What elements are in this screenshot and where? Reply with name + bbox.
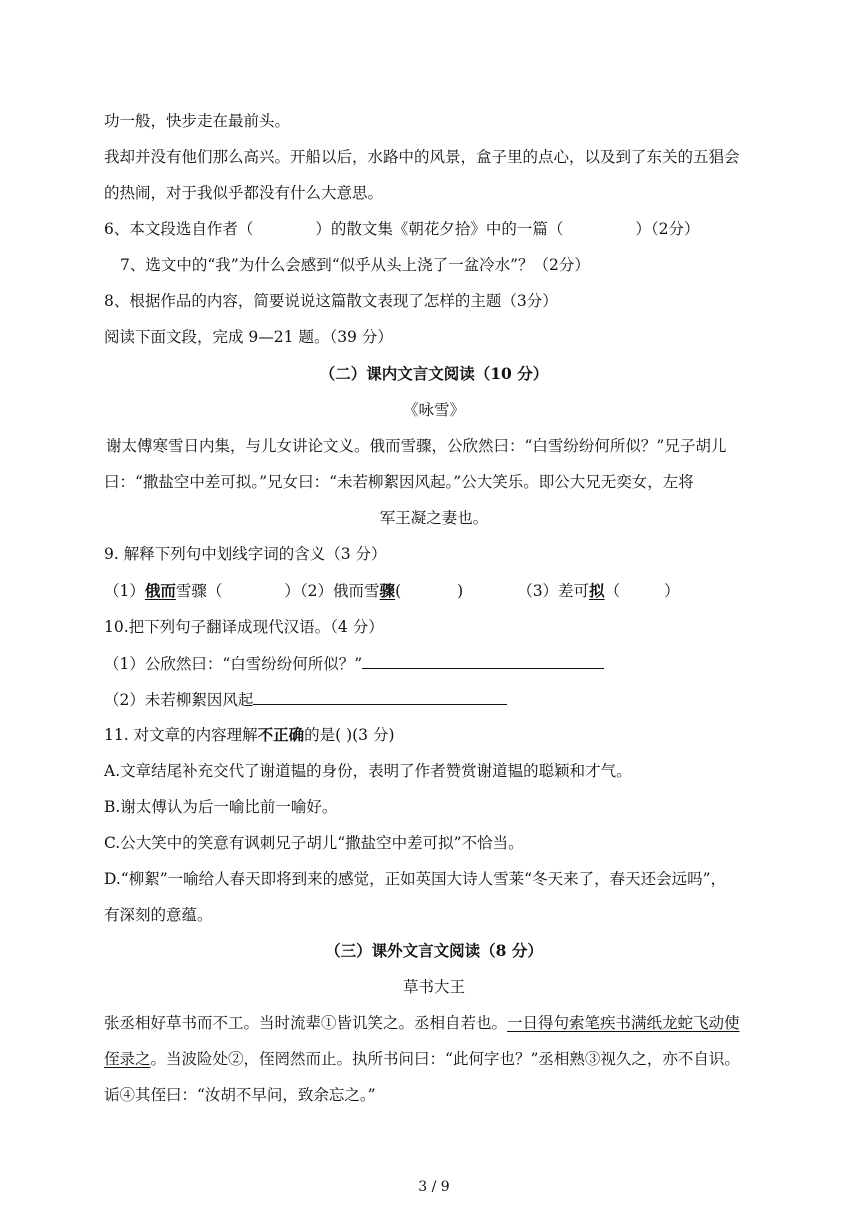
passage-line: 谢太傅寒雪日内集，与儿女讲论文义。俄而雪骤，公欣然曰：“白雪纷纷何所似？”兄子胡儿 [106, 437, 727, 455]
answer-blank[interactable] [253, 688, 507, 705]
question-9: 9. 解释下列句中划线字词的含义（3 分） [104, 545, 387, 563]
text-line: 我却并没有他们那么高兴。开船以后，水路中的风景，盒子里的点心，以及到了东关的五猖会 [104, 148, 740, 166]
page-number: 3 / 9 [418, 1179, 450, 1195]
passage-line: 诟④其侄曰：“汝胡不早问，致余忘之。” [104, 1086, 376, 1104]
question-7: 7、选文中的“我”为什么会感到“似乎从头上浇了一盆冷水”？（2分） [120, 256, 590, 274]
passage-line: 张丞相好草书而不工。当时流辈①皆讥笑之。丞相自若也。一日得句索笔疾书满纸龙蛇飞动使 [104, 1014, 740, 1032]
text-line: 功一般，快步走在最前头。 [104, 112, 291, 130]
q6-part: ）的散文集《朝花夕拾》中的一篇（ [315, 220, 564, 238]
underlined-sentence: 侄录之 [104, 1050, 151, 1068]
question-10: 10.把下列句子翻译成现代汉语。（4 分） [104, 618, 384, 636]
answer-blank[interactable] [362, 652, 604, 669]
underlined-sentence: 一日得句索笔疾书满纸龙蛇飞动使 [507, 1014, 740, 1032]
section-heading: （三）课外文言文阅读（8 分） [325, 941, 543, 960]
question-9-items [104, 580, 680, 602]
q9-item-2: （2）俄而雪骤( ) [299, 581, 464, 600]
underlined-word: 俄而 [144, 581, 176, 600]
underlined-word: 骤 [379, 581, 396, 600]
q6-part: ）（2分） [635, 220, 700, 238]
option-d-continued: 有深刻的意蕴。 [104, 906, 213, 924]
option-b: B.谢太傅认为后一喻比前一喻好。 [104, 798, 338, 816]
option-c: C.公大笑中的笑意有讽刺兄子胡儿“撒盐空中差可拟”不恰当。 [104, 834, 524, 852]
option-a: A.文章结尾补充交代了谢道韫的身份，表明了作者赞赏谢道韫的聪颖和才气。 [104, 762, 632, 780]
question-11: 11. 对文章的内容理解不正确的是( )(3 分) [104, 725, 395, 744]
q9-item-3: （3）差可拟（ ） [517, 581, 680, 600]
text-line: 的热闹，对于我似乎都没有什么大意思。 [104, 184, 384, 202]
reading-instruction: 阅读下面文段，完成 9—21 题。（39 分） [104, 328, 393, 346]
question-10-sentence-2: （2）未若柳絮因风起 [104, 688, 507, 711]
section-heading: （二）课内文言文阅读（10 分） [319, 364, 549, 383]
passage-title: 《咏雪》 [402, 401, 465, 419]
q6-part: 6、本文段选自作者（ [104, 220, 254, 238]
passage-line: 曰：“撒盐空中差可拟。”兄女曰：“未若柳絮因风起。”公大笑乐。即公大兄无奕女，左将 [104, 473, 694, 491]
question-8: 8、根据作品的内容，简要说说这篇散文表现了怎样的主题（3分） [104, 292, 558, 310]
passage-title: 草书大王 [402, 978, 465, 996]
question-10-sentence-1: （1）公欣然曰：“白雪纷纷何所似？” [104, 652, 604, 675]
option-d: D.“柳絮”一喻给人春天即将到来的感觉，正如英国大诗人雪莱“冬天来了，春天还会远吗”， [104, 870, 727, 888]
underlined-word: 拟 [589, 581, 605, 600]
question-6 [104, 218, 700, 240]
passage-line: 军王凝之妻也。 [379, 509, 489, 527]
passage-line: 侄录之。当波险处②，侄罔然而止。执所书问曰：“此何字也？”丞相熟③视久之，亦不自识。 [104, 1050, 740, 1068]
q9-item-1: （1）俄而雪骤（ ） [104, 581, 300, 600]
